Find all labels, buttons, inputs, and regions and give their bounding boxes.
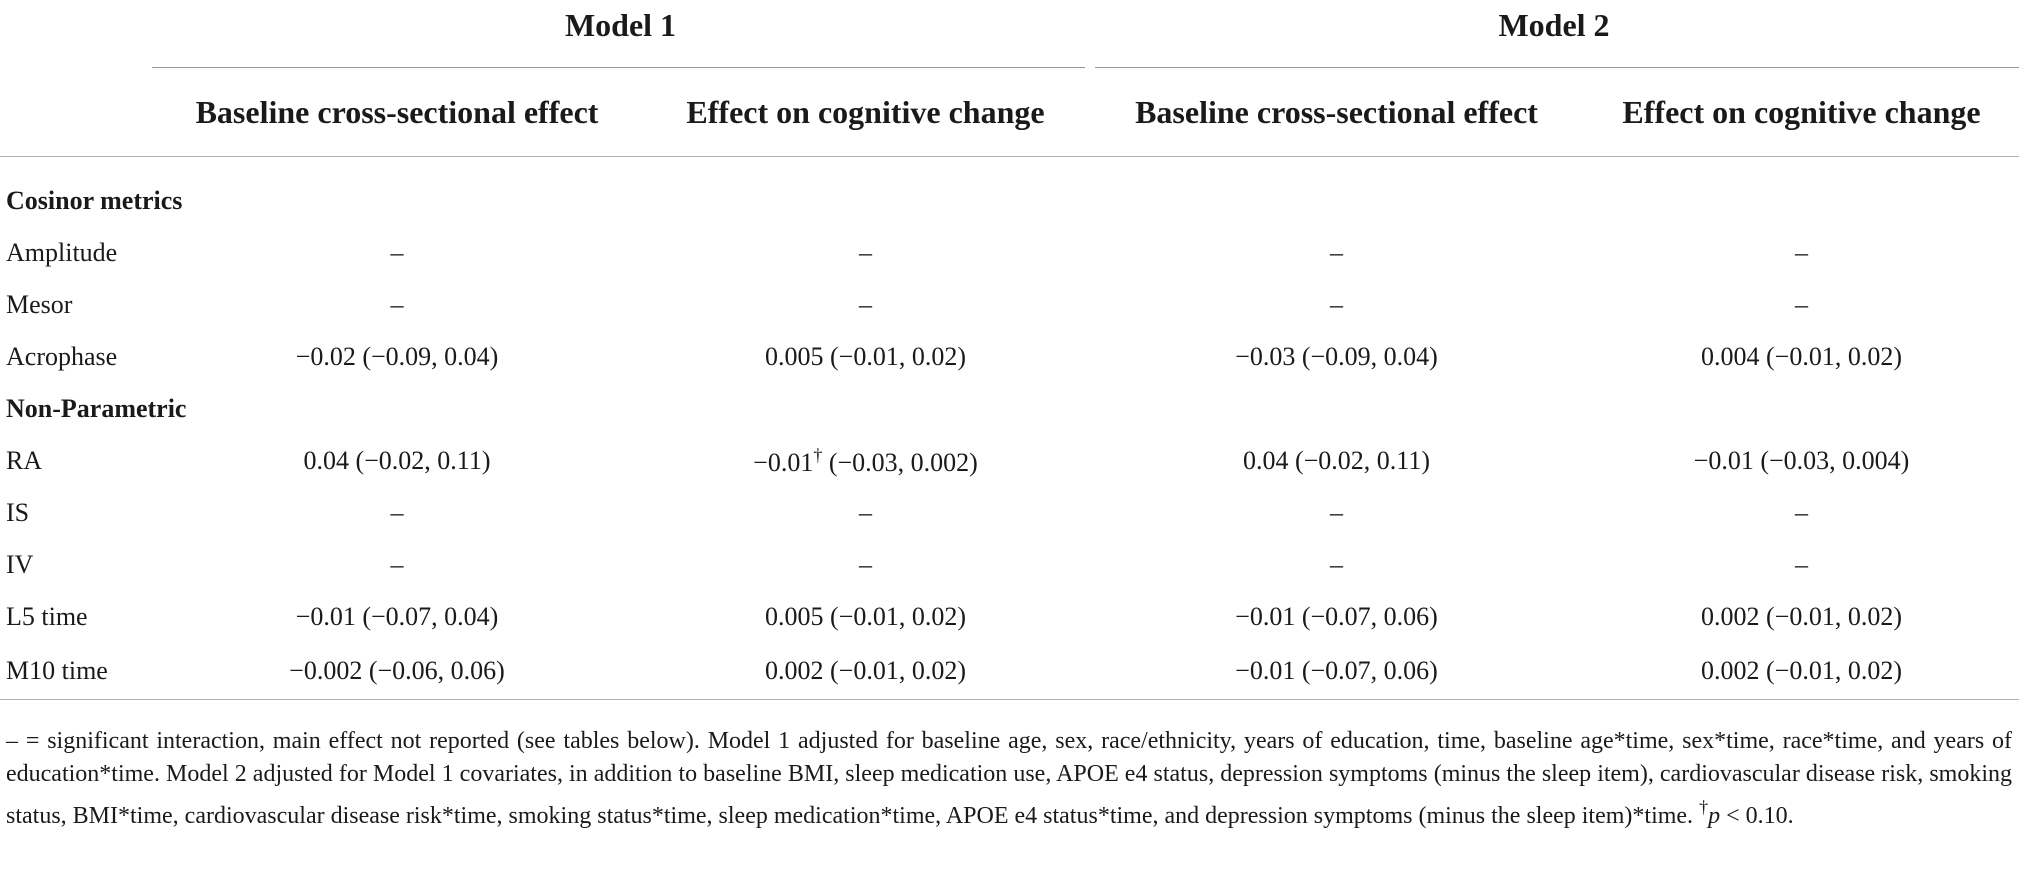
model1-header: Model 1 bbox=[564, 7, 677, 43]
footnote-dagger: † bbox=[1699, 797, 1709, 817]
cell-m2-baseline: – bbox=[1330, 550, 1343, 579]
cell-m2-baseline: −0.03 (−0.09, 0.04) bbox=[1235, 342, 1438, 371]
cell-m1-baseline: −0.01 (−0.07, 0.04) bbox=[295, 602, 499, 631]
cell-m2-change: – bbox=[1795, 290, 1808, 319]
row-label: RA bbox=[6, 446, 43, 475]
table-row-acrophase bbox=[0, 331, 2019, 383]
row-label: IS bbox=[6, 498, 30, 527]
section-label-nonparametric: Non-Parametric bbox=[6, 394, 187, 423]
col-header-m2-baseline: Baseline cross-sectional effect bbox=[1089, 68, 1584, 157]
cell-m1-change: – bbox=[859, 550, 872, 579]
table-body bbox=[0, 157, 2019, 700]
cell-m2-change: – bbox=[1795, 550, 1808, 579]
table-row-ra bbox=[0, 435, 2019, 487]
row-label: IV bbox=[6, 550, 34, 579]
footnote-p-condition: < 0.10. bbox=[1726, 803, 1794, 829]
cell-m2-baseline: −0.01 (−0.07, 0.06) bbox=[1089, 643, 1584, 700]
table-row-iv bbox=[0, 539, 2019, 591]
cell-m2-baseline: – bbox=[1330, 238, 1343, 267]
table-row-mesor bbox=[0, 279, 2019, 331]
cell-m2-baseline: −0.01 (−0.07, 0.06) bbox=[1235, 602, 1438, 631]
row-label: L5 time bbox=[6, 602, 88, 631]
cell-m2-change: −0.01 (−0.03, 0.004) bbox=[1693, 446, 1910, 475]
cell-m1-change: – bbox=[859, 238, 872, 267]
estimate-value: −0.01 bbox=[753, 447, 814, 477]
subheader-blank bbox=[0, 68, 152, 157]
model2-rule bbox=[1089, 44, 2019, 68]
footnote-p-symbol: p bbox=[1708, 803, 1721, 829]
model1-rule bbox=[152, 44, 1089, 68]
footnote-text: – = significant interaction, main effect not reported (see tables below). Model 1 adjusted for baseline age, sex, race/ethnicity, years of education, time, baseline age*time, sex*time, race*time, and years of education*time. Model 2 adjusted for Model 1 covariates, in addition to baseline BMI, sleep medication use, APOE e4 status, depression symptoms (minus the sleep item), cardiovascular disease risk, smoking status, BMI*time, cardiovascular disease risk*time, smoking status*time, sleep medication*time, APOE e4 status*time, and depression symptoms (minus the sleep item)*time. bbox=[6, 728, 2012, 829]
cell-m1-baseline: 0.04 (−0.02, 0.11) bbox=[303, 446, 491, 475]
cell-m1-change: 0.002 (−0.01, 0.02) bbox=[642, 643, 1089, 700]
cell-m2-baseline: – bbox=[1330, 498, 1343, 527]
cell-m1-baseline: −0.02 (−0.09, 0.04) bbox=[295, 342, 499, 371]
section-label-cosinor: Cosinor metrics bbox=[6, 186, 183, 215]
section-row-nonparametric bbox=[0, 383, 2019, 435]
model2-header: Model 2 bbox=[1498, 7, 1610, 43]
spacer-blank bbox=[0, 44, 152, 68]
table-header bbox=[0, 0, 2019, 157]
table-row-is bbox=[0, 487, 2019, 539]
row-label: Amplitude bbox=[6, 238, 118, 267]
cell-m1-change: – bbox=[859, 290, 872, 319]
cell-m2-change: 0.004 (−0.01, 0.02) bbox=[1701, 342, 1902, 371]
cell-m2-baseline: 0.04 (−0.02, 0.11) bbox=[1242, 446, 1430, 475]
table-row-amplitude bbox=[0, 227, 2019, 279]
col-header-m2-change: Effect on cognitive change bbox=[1584, 68, 2019, 157]
cell-m2-change: 0.002 (−0.01, 0.02) bbox=[1701, 602, 1902, 631]
cell-m1-baseline: – bbox=[390, 550, 404, 579]
table-row-m10-time bbox=[0, 643, 2019, 700]
col-header-m1-baseline: Baseline cross-sectional effect bbox=[152, 68, 642, 157]
cell-m2-change: – bbox=[1795, 498, 1808, 527]
confidence-interval: (−0.03, 0.002) bbox=[828, 447, 978, 477]
cell-m2-change: 0.002 (−0.01, 0.02) bbox=[1584, 643, 2019, 700]
table-row-l5-time bbox=[0, 591, 2019, 643]
header-blank bbox=[0, 0, 152, 44]
cell-m1-baseline: −0.002 (−0.06, 0.06) bbox=[152, 643, 642, 700]
row-label: M10 time bbox=[0, 643, 152, 700]
section-row-cosinor bbox=[0, 157, 2019, 228]
table-footnote bbox=[6, 725, 2012, 833]
row-label: Acrophase bbox=[6, 342, 118, 371]
cell-m1-change: 0.005 (−0.01, 0.02) bbox=[765, 602, 966, 631]
cell-m2-change: – bbox=[1795, 238, 1808, 267]
col-header-m1-change: Effect on cognitive change bbox=[642, 68, 1089, 157]
cell-m1-baseline: – bbox=[390, 238, 404, 267]
cell-m1-baseline: – bbox=[390, 498, 404, 527]
cell-m2-baseline: – bbox=[1330, 290, 1343, 319]
cell-m1-change bbox=[642, 435, 1089, 487]
dagger-mark: † bbox=[813, 444, 823, 465]
cell-m1-change: – bbox=[859, 498, 872, 527]
cell-m1-baseline: – bbox=[390, 290, 404, 319]
row-label: Mesor bbox=[6, 290, 73, 319]
cell-m1-change: 0.005 (−0.01, 0.02) bbox=[765, 342, 966, 371]
